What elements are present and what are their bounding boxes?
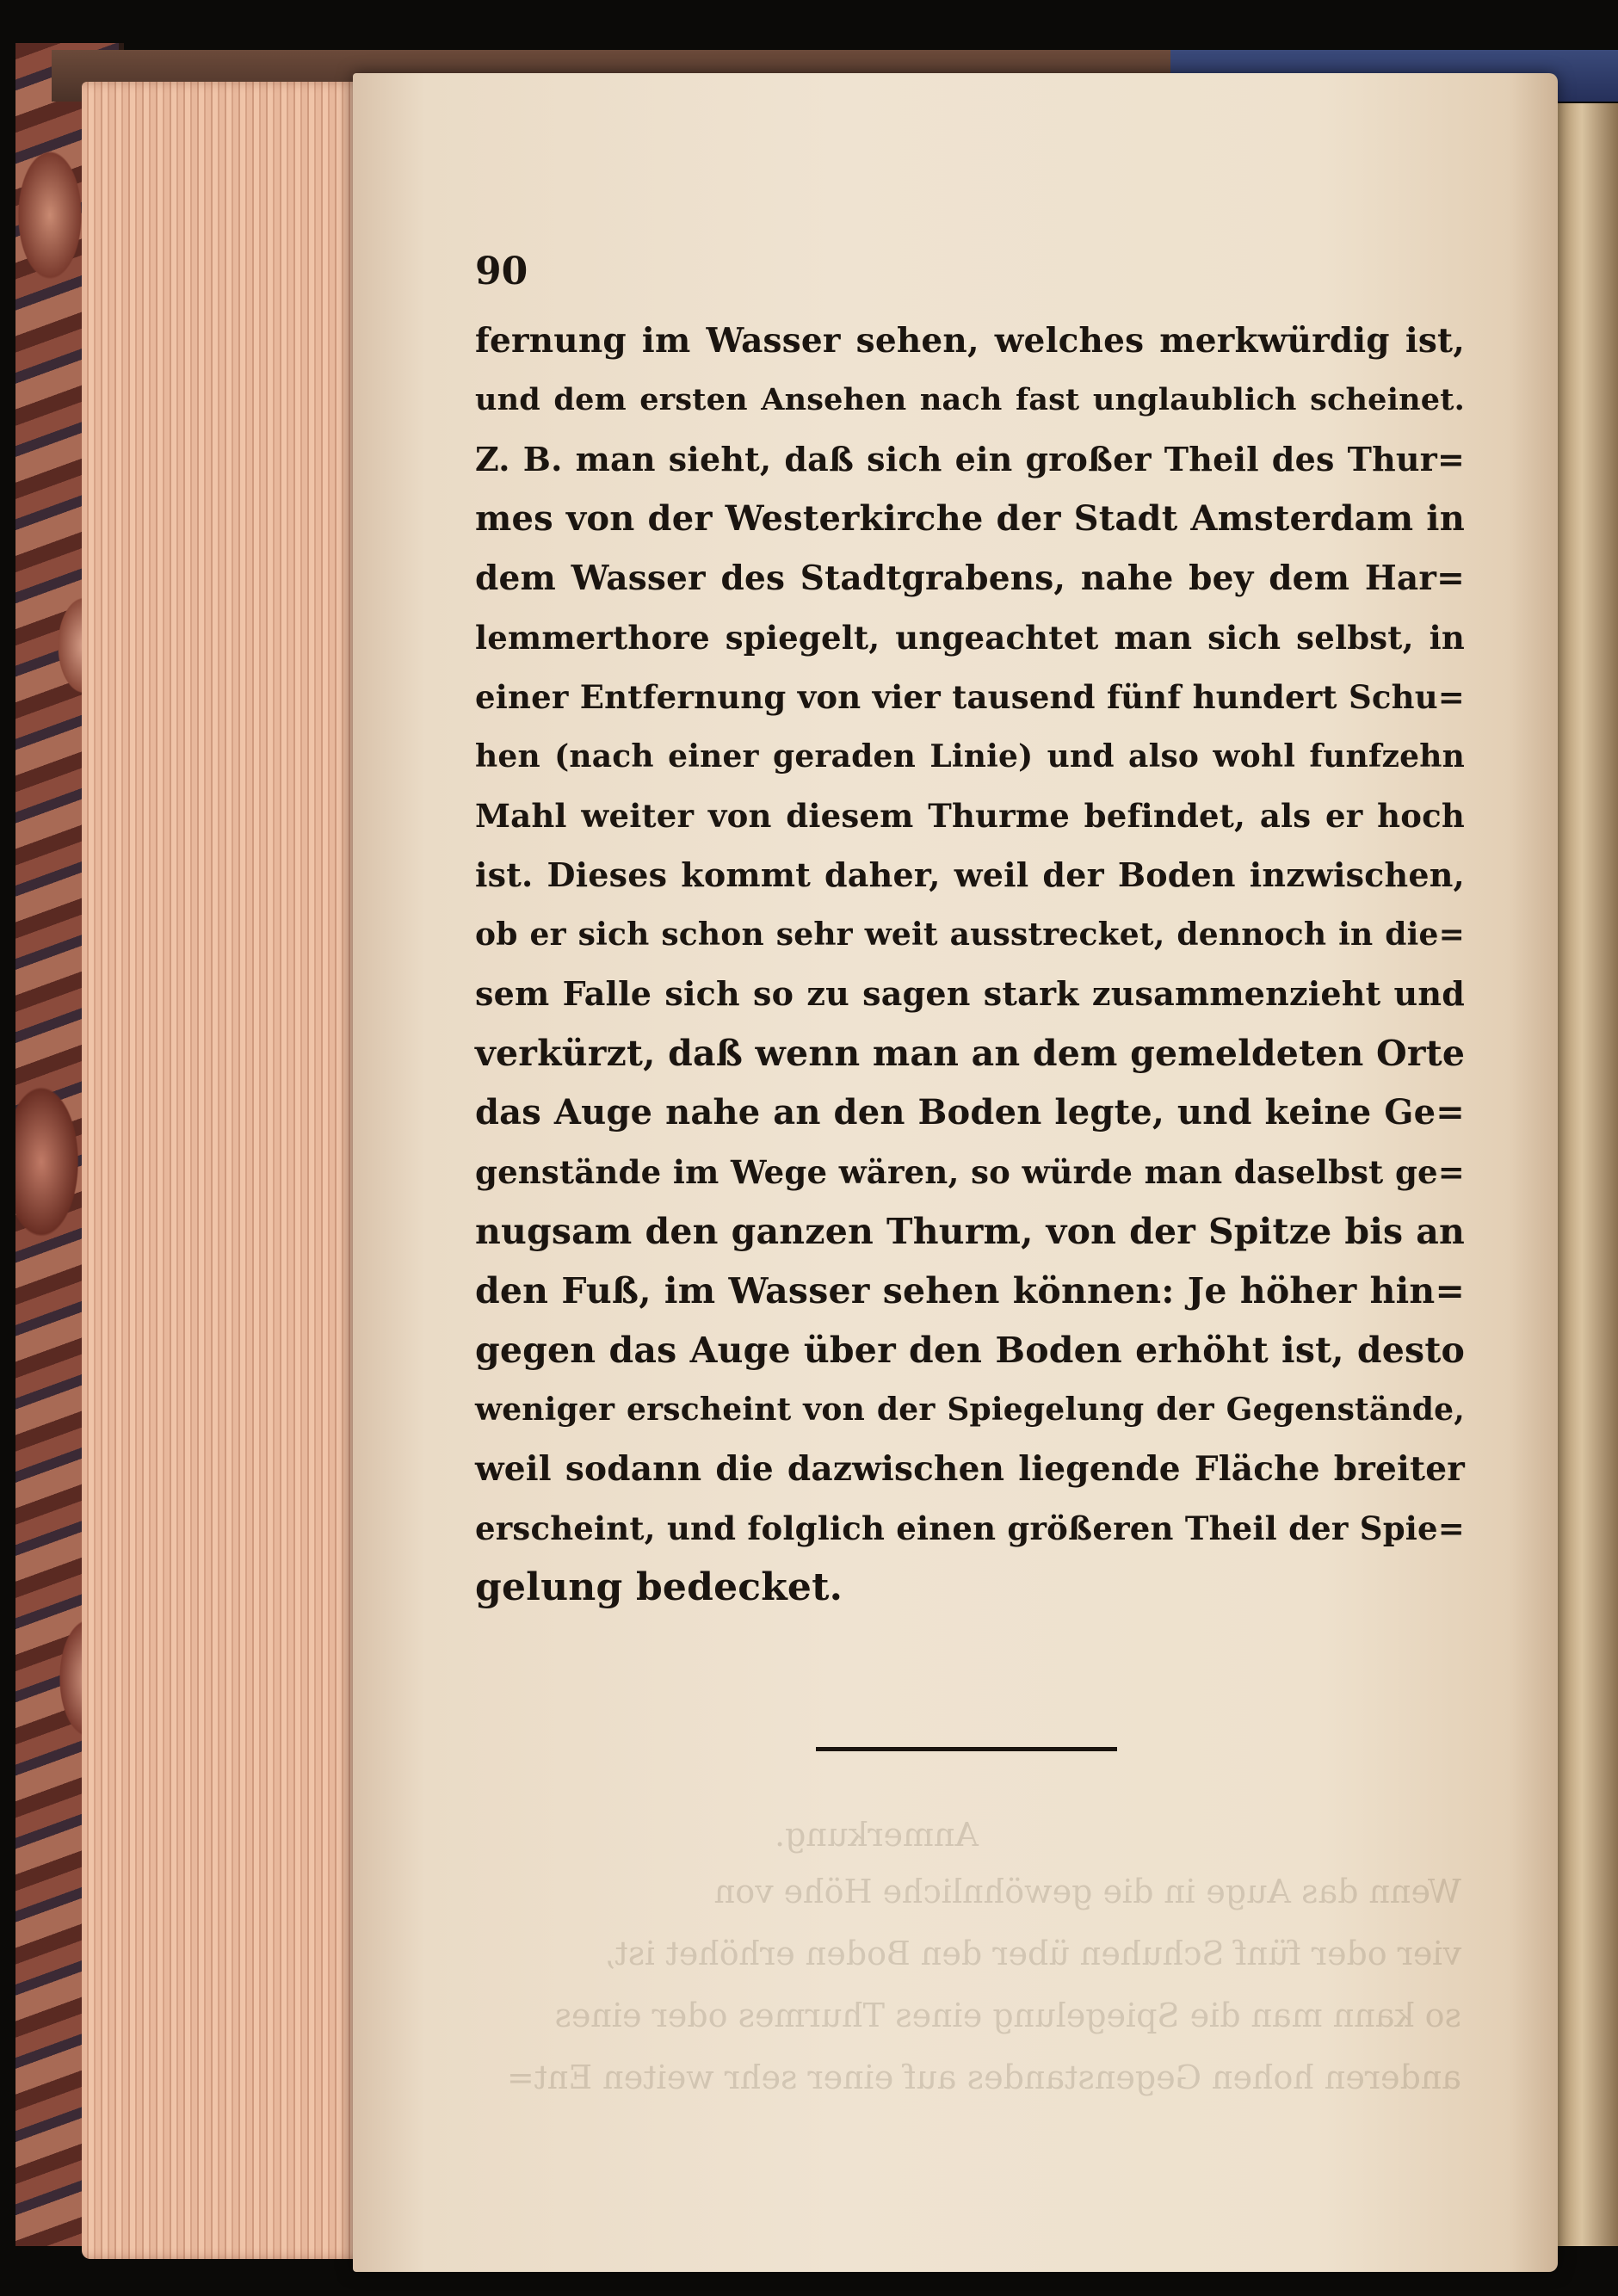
text-line: fernung im Wasser sehen, welches merkwürdig ist,	[475, 321, 1465, 361]
section-divider-rule	[816, 1747, 1117, 1751]
facing-page-edge	[1558, 103, 1618, 2246]
text-line: weil sodann die dazwischen liegende Fläche breiter	[475, 1449, 1465, 1489]
text-line: gegen das Auge über den Boden erhöht ist, desto	[475, 1330, 1465, 1371]
page-number: 90	[475, 250, 528, 293]
text-line: ob er sich schon sehr weit ausstrecket, dennoch in die=	[475, 917, 1465, 953]
text-line: mes von der Westerkirche der Stadt Amsterdam in	[475, 498, 1465, 539]
text-line: ist. Dieses kommt daher, weil der Boden inzwischen,	[475, 855, 1465, 894]
text-line: nugsam den ganzen Thurm, von der Spitze bis an	[475, 1211, 1465, 1252]
text-line: einer Entfernung von vier tausend fünf hundert Schu=	[475, 678, 1465, 716]
text-line: Mahl weiter von diesem Thurme befindet, als er hoch	[475, 797, 1465, 835]
text-line: das Auge nahe an den Boden legte, und keine Ge=	[475, 1092, 1465, 1133]
text-line: den Fuß, im Wasser sehen können: Je höher hin=	[475, 1270, 1465, 1312]
page-edges-stack	[82, 82, 366, 2259]
show-through-line: so kann man die Spiegelung eines Thurmes oder eines	[554, 1997, 1461, 2034]
text-line: lemmerthore spiegelt, ungeachtet man sich selbst, in	[475, 619, 1465, 657]
text-line: weniger erscheint von der Spiegelung der Gegenstände,	[475, 1392, 1465, 1428]
text-line: genstände im Wege wären, so würde man daselbst ge=	[475, 1153, 1465, 1191]
text-line: hen (nach einer geraden Linie) und also wohl funfzehn	[475, 738, 1465, 775]
show-through-line: anderen hohen Gegenstandes auf einer sehr weiten Ent=	[506, 2058, 1461, 2096]
text-line: Z. B. man sieht, daß sich ein großer Theil des Thur=	[475, 440, 1465, 478]
text-line: gelung bedecket.	[475, 1565, 843, 1609]
show-through-line: Wenn das Auge in die gewöhnliche Höhe von	[713, 1873, 1461, 1910]
show-through-line: vier oder fünf Schuhen über den Boden erhöhet ist,	[604, 1935, 1461, 1972]
text-line: dem Wasser des Stadtgrabens, nahe bey dem Har=	[475, 559, 1465, 598]
text-line: und dem ersten Ansehen nach fast unglaublich scheinet.	[475, 382, 1465, 417]
show-through-heading: Anmerkung.	[775, 1816, 979, 1854]
text-line: verkürzt, daß wenn man an dem gemeldeten Orte	[475, 1033, 1466, 1074]
text-line: erscheint, und folglich einen größeren Theil der Spie=	[475, 1509, 1465, 1547]
text-line: sem Falle sich so zu sagen stark zusammenzieht und	[475, 974, 1465, 1013]
